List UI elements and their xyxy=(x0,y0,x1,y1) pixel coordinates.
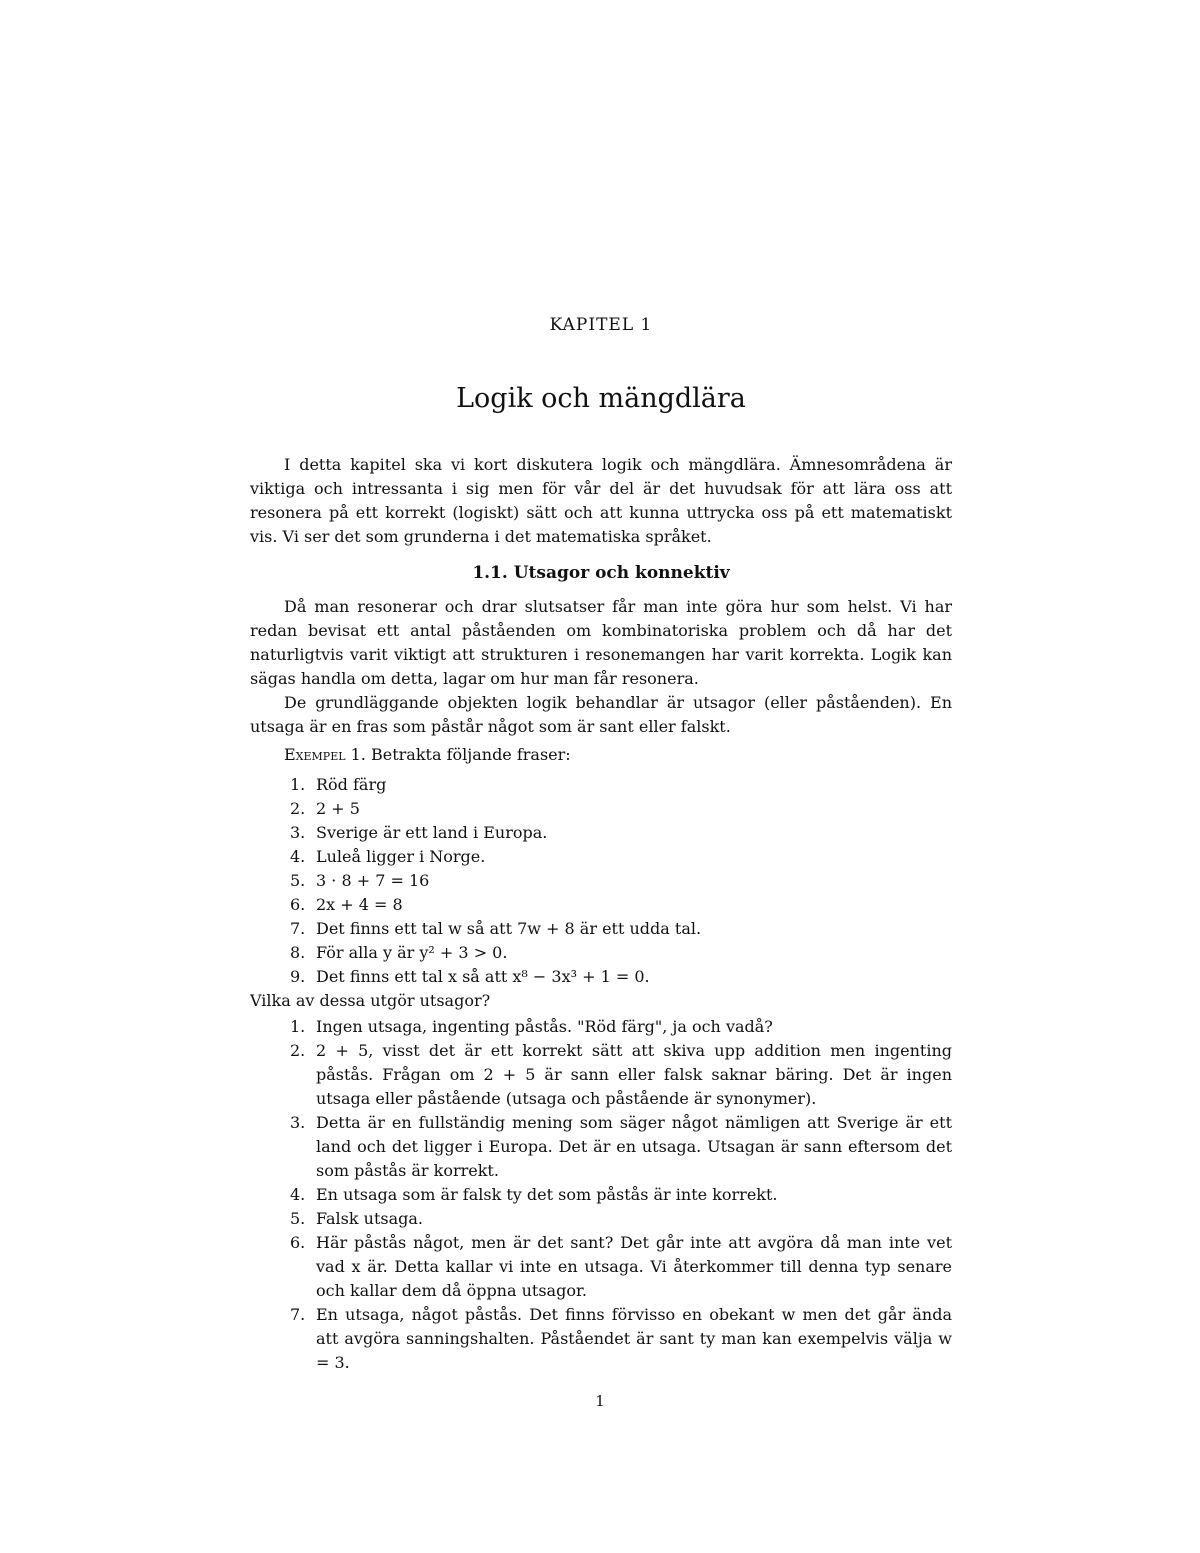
list-text: Det finns ett tal w så att 7w + 8 är ett udda tal. xyxy=(316,919,702,938)
example-intro xyxy=(250,743,952,767)
answer-list xyxy=(250,1015,952,1375)
answer-item xyxy=(250,1015,952,1039)
list-number: 4. xyxy=(290,1185,306,1204)
phrase-item xyxy=(250,773,952,797)
phrase-item xyxy=(250,917,952,941)
list-number: 9. xyxy=(290,967,306,986)
list-number: 7. xyxy=(290,919,306,938)
answer-item xyxy=(250,1231,952,1303)
list-number: 4. xyxy=(290,847,306,866)
section-paragraph-2: De grundläggande objekten logik behandlar är utsagor (eller påståenden). En utsaga är en fras som påstår något som är sant eller falskt. xyxy=(250,693,952,736)
list-number: 2. xyxy=(290,799,306,818)
list-number: 6. xyxy=(290,1233,306,1252)
page-number: 1 xyxy=(595,1392,605,1410)
page-content xyxy=(250,313,952,1375)
list-text: Detta är en fullständig mening som säger något nämligen att Sverige är ett land och det ligger i Europa. Det är en utsaga. Utsagan är sann eftersom det som påstås är korrekt. xyxy=(316,1113,952,1180)
phrase-item xyxy=(250,797,952,821)
section-title: 1.1. Utsagor och konnektiv xyxy=(472,563,730,583)
list-number: 5. xyxy=(290,871,306,890)
list-number: 7. xyxy=(290,1305,306,1324)
list-text: Det finns ett tal x så att x⁸ − 3x³ + 1 = 0. xyxy=(316,967,650,986)
list-text: Sverige är ett land i Europa. xyxy=(316,823,548,842)
list-text: En utsaga, något påstås. Det finns förvisso en obekant w men det går ända att avgöra sanningshalten. Påståendet är sant ty man kan exempelvis välja w = 3. xyxy=(316,1305,952,1372)
example-text: Betrakta följande fraser: xyxy=(365,745,571,764)
phrase-item xyxy=(250,965,952,989)
list-text: För alla y är y² + 3 > 0. xyxy=(316,943,508,962)
list-text: 3 · 8 + 7 = 16 xyxy=(316,871,430,890)
list-text: Falsk utsaga. xyxy=(316,1209,424,1228)
answer-item xyxy=(250,1111,952,1183)
list-text: Röd färg xyxy=(316,775,387,794)
list-text: Luleå ligger i Norge. xyxy=(316,847,486,866)
example-label: Exempel 1. xyxy=(284,745,366,764)
phrase-item xyxy=(250,869,952,893)
list-text: Ingen utsaga, ingenting påstås. "Röd färg", ja och vadå? xyxy=(316,1017,773,1036)
list-number: 3. xyxy=(290,1113,306,1132)
list-number: 1. xyxy=(290,1017,306,1036)
list-text: 2 + 5 xyxy=(316,799,360,818)
example-question: Vilka av dessa utgör utsagor? xyxy=(250,991,491,1010)
answer-item xyxy=(250,1039,952,1111)
list-text: 2 + 5, visst det är ett korrekt sätt att skiva upp addition men ingenting påstås. Frågan om 2 + 5 är sann eller falsk saknar bäring. Det är ingen utsaga eller påstående (utsaga och påstående är synonymer). xyxy=(316,1041,952,1108)
chapter-title: Logik och mängdlära xyxy=(456,383,746,414)
phrase-list xyxy=(250,773,952,989)
answer-item xyxy=(250,1183,952,1207)
list-number: 8. xyxy=(290,943,306,962)
phrase-item xyxy=(250,845,952,869)
list-number: 1. xyxy=(290,775,306,794)
phrase-item xyxy=(250,941,952,965)
list-number: 3. xyxy=(290,823,306,842)
list-text: Här påstås något, men är det sant? Det går inte att avgöra då man inte vet vad x är. Detta kallar vi inte en utsaga. Vi återkommer till denna typ senare och kallar dem då öppna utsagor. xyxy=(316,1233,952,1300)
phrase-item xyxy=(250,893,952,917)
list-text: 2x + 4 = 8 xyxy=(316,895,403,914)
list-number: 2. xyxy=(290,1041,306,1060)
list-text: En utsaga som är falsk ty det som påstås är inte korrekt. xyxy=(316,1185,778,1204)
section-paragraph-1: Då man resonerar och drar slutsatser får man inte göra hur som helst. Vi har redan bevisat ett antal påståenden om kombinatoriska problem och då har det naturligtvis varit viktigt att strukturen i resonemangen har varit korrekta. Logik kan sägas handla om detta, lagar om hur man får resonera. xyxy=(250,597,952,688)
list-number: 5. xyxy=(290,1209,306,1228)
chapter-label: KAPITEL 1 xyxy=(549,315,653,335)
answer-item xyxy=(250,1303,952,1375)
list-number: 6. xyxy=(290,895,306,914)
intro-paragraph: I detta kapitel ska vi kort diskutera logik och mängdlära. Ämnesområdena är viktiga och intressanta i sig men för vår del är det huvudsak för att lära oss att resonera på ett korrekt (logiskt) sätt och att kunna uttrycka oss på ett matematiskt vis. Vi ser det som grunderna i det matematiska språket. xyxy=(250,455,952,546)
phrase-item xyxy=(250,821,952,845)
answer-item xyxy=(250,1207,952,1231)
